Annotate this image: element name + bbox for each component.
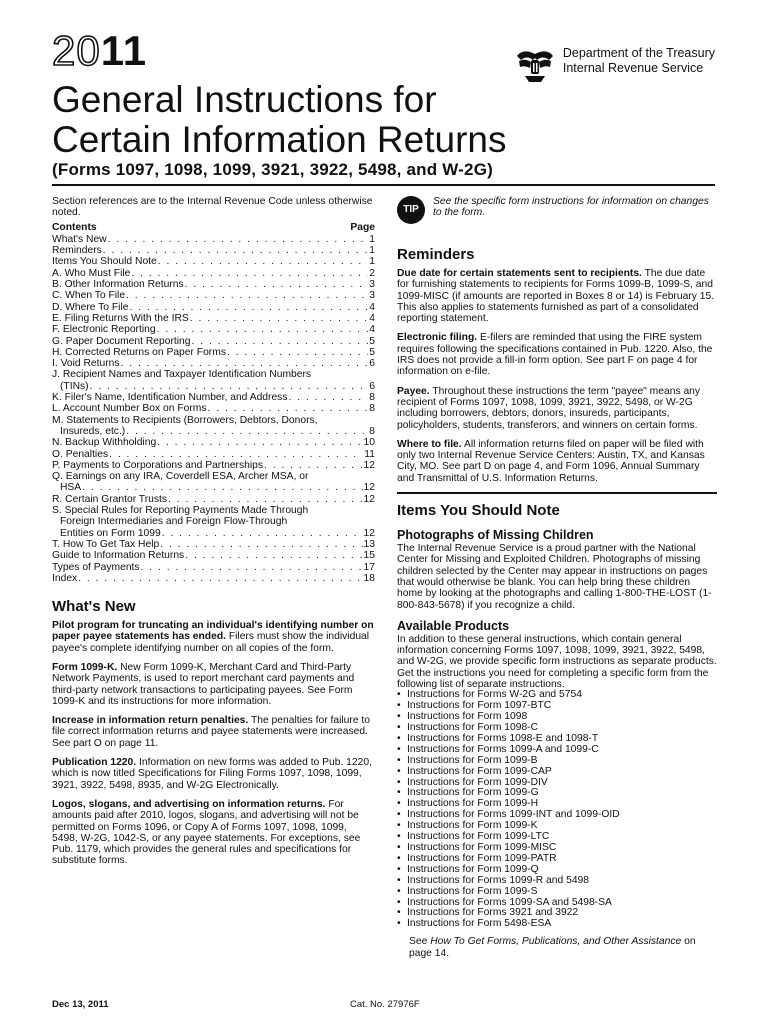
toc-entry-title: G. Paper Document Reporting: [52, 335, 191, 347]
toc-entry-title: F. Electronic Reporting: [52, 324, 156, 336]
toc-entry-page: 18: [363, 572, 375, 584]
reminder-lead: Electronic filing.: [397, 332, 478, 344]
instructions-list-item: • Instructions for Form 1098: [397, 712, 717, 723]
toc-leader: [130, 302, 369, 313]
footer-cat-number: Cat. No. 27976F: [350, 999, 420, 1010]
toc-leader: [141, 562, 363, 573]
right-column: [397, 196, 717, 967]
toc-entry[interactable]: [52, 426, 375, 437]
toc-leader: [157, 437, 362, 448]
toc-entry-title: B. Other Information Returns: [52, 279, 184, 291]
reminder-lead: Due date for certain statements sent to recipients.: [397, 268, 642, 279]
reminder-item: [397, 439, 717, 484]
page-label: Page: [350, 221, 375, 233]
instructions-list-item: • Instructions for Form 1099-K: [397, 821, 717, 832]
toc-entry-title: E. Filing Returns With the IRS: [52, 312, 189, 324]
item-lead: Publication 1220.: [52, 757, 137, 769]
reminder-lead: Where to file.: [397, 438, 462, 450]
toc-leader: [264, 460, 363, 471]
reminder-body: Throughout these instructions the term "payee" means any recipient of Forms 1097, 1098, 1099, 3921, 3922, 5498, or W-2G including borrowers, debtors, donors, insureds, participants, policyholders, students, transferors, and winners on certain forms.: [397, 385, 701, 431]
toc-entry-title: O. Penalties: [52, 448, 109, 460]
whats-new-item: [52, 757, 375, 791]
toc-entry[interactable]: [52, 290, 375, 301]
reminders-section: [397, 268, 717, 484]
year-bold: 11: [100, 27, 148, 74]
toc-entry-line: Foreign Intermediaries and Foreign Flow-Through: [60, 516, 288, 528]
instructions-list-item: • Instructions for Form 1099-S: [397, 887, 717, 898]
toc-entry-page: 8: [369, 425, 375, 437]
toc-entry-title: K. Filer's Name, Identification Number, and Address: [52, 392, 288, 404]
toc-entry[interactable]: [52, 573, 375, 584]
instructions-list-item: • Instructions for Form 1099-MISC: [397, 843, 717, 854]
intro-text: Section references are to the Internal Revenue Code unless otherwise noted.: [52, 196, 373, 219]
toc-entry-page: 12: [363, 527, 375, 539]
reminder-item: [397, 386, 717, 431]
tip-icon: TIP: [397, 196, 425, 224]
toc-leader: [82, 482, 362, 493]
toc-entry[interactable]: [52, 256, 375, 267]
toc-entry-page: 12: [363, 493, 375, 505]
instructions-list-item: • Instructions for Forms 1099-INT and 1099-OID: [397, 810, 717, 821]
toc-entry-page: 17: [363, 561, 375, 573]
toc-entry-page: 4: [369, 301, 375, 313]
toc-entry-title: HSA: [60, 482, 82, 494]
toc-entry-page: 5: [369, 346, 375, 358]
toc-leader: [185, 550, 362, 561]
item-lead: Pilot program for truncating an individual's identifying number on paper payee statements has ended.: [52, 620, 374, 643]
whats-new-item: [52, 662, 375, 707]
toc-entry[interactable]: [52, 268, 375, 279]
title-line-1: General Instructions for: [52, 79, 437, 120]
toc-entry-title: Entities on Form 1099: [60, 527, 161, 539]
item-lead: Form 1099-K.: [52, 661, 118, 673]
toc-entry-title: What's New: [52, 233, 107, 245]
instructions-list-item: • Instructions for Form 1097-BTC: [397, 701, 717, 712]
toc-leader: [168, 494, 363, 505]
document-title: [52, 80, 506, 160]
instructions-list-item: • Instructions for Form 1099-Q: [397, 865, 717, 876]
toc-entry[interactable]: [52, 313, 375, 324]
instructions-list-item: • Instructions for Forms 1098-E and 1098-T: [397, 734, 717, 745]
toc-entry[interactable]: [52, 347, 375, 358]
toc-leader: [160, 539, 362, 550]
toc-entry-title: R. Certain Grantor Trusts: [52, 493, 168, 505]
toc-entry-title: A. Who Must File: [52, 267, 131, 279]
toc-leader: [158, 256, 369, 267]
toc-entry[interactable]: [52, 539, 375, 550]
toc-leader: [126, 426, 368, 437]
instructions-list-item: • Instructions for Form 1098-C: [397, 723, 717, 734]
photos-body: The Internal Revenue Service is a proud partner with the National Center for Missing and Exploited Children. Photographs of missing children selected by the Center may appear in instructions on pages that would otherwise be blank. You can help bring these children home by looking at the photographs and calling 1-800-THE-LOST (1-800-843-5678) if you recognize a child.: [397, 543, 712, 611]
toc-leader: [162, 528, 363, 539]
toc-entry[interactable]: [52, 482, 375, 493]
toc-entry-title: I. Void Returns: [52, 358, 120, 370]
see-prefix: See: [409, 936, 431, 948]
agency-block: [513, 46, 715, 86]
toc-entry-page: 3: [369, 290, 375, 302]
toc-entry[interactable]: [52, 528, 375, 539]
toc-leader: [90, 381, 369, 392]
toc-entry-line: M. Statements to Recipients (Borrowers, Debtors, Donors,: [52, 414, 318, 426]
toc-leader: [109, 449, 363, 460]
reminder-lead: Payee.: [397, 385, 430, 397]
toc-entry-title: H. Corrected Returns on Paper Forms: [52, 346, 226, 358]
toc-entry[interactable]: [52, 449, 375, 460]
toc-entry-title: L. Account Number Box on Forms: [52, 403, 207, 415]
products-heading: Available Products: [397, 618, 510, 633]
section-divider: [397, 492, 717, 494]
footer-date: Dec 13, 2011: [52, 999, 109, 1010]
toc-entry[interactable]: [52, 358, 375, 369]
reminder-item: [397, 268, 717, 324]
toc-entry-page: 12: [363, 482, 375, 494]
toc-entry[interactable]: [52, 302, 375, 313]
toc-entry-title: D. Where To File: [52, 301, 129, 313]
item-lead: Logos, slogans, and advertising on information returns.: [52, 798, 326, 810]
toc-entry-title: C. When To File: [52, 290, 126, 302]
instructions-list-item: • Instructions for Forms W-2G and 5754: [397, 690, 717, 701]
toc-entry-page: 1: [369, 256, 375, 268]
toc-entry-page: 11: [364, 448, 375, 460]
toc-leader: [103, 245, 368, 256]
reminder-body: All information returns filed on paper will be filed with only two Internal Revenue Service Centers: Austin, TX, and Kansas City, MO. See part D on page 4, and Form 1096, Annual Summary and Transmittal of U.S. Information Returns.: [397, 438, 705, 484]
toc-entry-page: 13: [363, 538, 375, 550]
toc-entry-line: J. Recipient Names and Taxpayer Identification Numbers: [52, 369, 312, 381]
item-lead: Increase in information return penalties.: [52, 715, 249, 727]
contents-header: [52, 222, 375, 233]
toc-entry-page: 4: [369, 312, 375, 324]
toc-entry-page: 3: [369, 279, 375, 291]
toc-entry-page: 15: [363, 550, 375, 562]
item-body: For amounts paid after 2010, logos, slogans, and advertising will not be permitted on Forms 1096, or Copy A of Forms 1097, 1098, 1099, 5498, W-2G, 1042-S, or any payee statements. For exceptions, see Pub. 1179, which provides the general rules and specifications for substitute forms.: [52, 798, 361, 867]
toc-leader: [126, 290, 368, 301]
instructions-list-item: • Instructions for Form 5498-ESA: [397, 919, 717, 930]
item-body: Filers must show the individual payee's complete identifying number on all copies of the form.: [52, 631, 370, 654]
tip-text: See the specific form instructions for information on changes to the form.: [433, 196, 709, 219]
item-body: The penalties for failure to file correct information returns and payee statements were increased. See part O on page 11.: [52, 715, 370, 749]
toc-leader: [227, 347, 368, 358]
toc-entry-title: Reminders: [52, 245, 102, 257]
toc-entry[interactable]: [52, 550, 375, 561]
toc-entry-title: N. Backup Withholding: [52, 437, 157, 449]
instructions-list-item: • Instructions for Form 1099-DIV: [397, 778, 717, 789]
toc-entry-title: Items You Should Note: [52, 256, 157, 268]
toc-leader: [288, 392, 368, 403]
toc-entry-line: Q. Earnings on any IRA, Coverdell ESA, Archer MSA, or: [52, 471, 309, 483]
toc-leader: [131, 268, 368, 279]
table-of-contents: [52, 234, 375, 584]
instructions-list-item: • Instructions for Form 1099-CAP: [397, 767, 717, 778]
toc-leader: [108, 234, 369, 245]
whats-new-heading: What's New: [52, 598, 136, 616]
toc-entry-page: 6: [369, 358, 375, 370]
instructions-list-item: • Instructions for Forms 3921 and 3922: [397, 908, 717, 919]
whats-new-item: [52, 799, 375, 867]
left-column: [52, 196, 375, 875]
item-body: New Form 1099-K, Merchant Card and Third-Party Network Payments, is used to report merchant card payments and third-party network transactions to participating payees. See Form 1099-K and its instructions for more information.: [52, 661, 355, 707]
see-italic: How To Get Forms, Publications, and Other Assistance: [430, 936, 682, 948]
toc-entry[interactable]: [52, 381, 375, 392]
toc-leader: [121, 358, 369, 369]
toc-entry-page: 8: [369, 403, 375, 415]
instructions-list-item: • Instructions for Form 1099-LTC: [397, 832, 717, 843]
see-reference: [397, 936, 717, 959]
see-suffix: on page 14.: [409, 936, 696, 959]
toc-entry-title: Guide to Information Returns: [52, 550, 185, 562]
instructions-list: [397, 690, 717, 930]
toc-leader: [208, 403, 369, 414]
toc-entry[interactable]: [52, 392, 375, 403]
reminder-body: E-filers are reminded that using the FIRE system requires following the specifications contained in Pub. 1220. Also, the IRS does not provide a fill-in form option. See part F on page 4 for information on e-file.: [397, 332, 713, 378]
toc-entry-page: 2: [369, 267, 375, 279]
treasury-eagle-logo-icon: [513, 46, 557, 86]
header-divider: [52, 184, 715, 186]
photos-heading: Photographs of Missing Children: [397, 528, 594, 543]
toc-entry-title: Types of Payments: [52, 561, 140, 573]
form-year: [52, 27, 148, 74]
instructions-list-item: • Instructions for Form 1099-G: [397, 788, 717, 799]
title-line-2: Certain Information Returns: [52, 119, 507, 160]
toc-entry-page: 12: [363, 459, 375, 471]
toc-entry-title: P. Payments to Corporations and Partnerships: [52, 459, 264, 471]
whats-new-item: [52, 620, 375, 654]
toc-entry[interactable]: [52, 245, 375, 256]
toc-entry-page: 1: [369, 245, 375, 257]
instructions-list-item: • Instructions for Forms 1099-SA and 5498-SA: [397, 898, 717, 909]
toc-entry-title: Index: [52, 572, 78, 584]
toc-entry[interactable]: [52, 460, 375, 471]
toc-entry[interactable]: [52, 324, 375, 335]
toc-entry[interactable]: [52, 336, 375, 347]
toc-entry-page: 8: [369, 392, 375, 404]
toc-entry-page: 4: [369, 324, 375, 336]
agency-line-2: Internal Revenue Service: [562, 61, 704, 75]
instructions-list-item: • Instructions for Form 1099-H: [397, 799, 717, 810]
toc-entry-page: 6: [369, 380, 375, 392]
year-outline: 20: [52, 27, 101, 74]
toc-entry[interactable]: [52, 234, 375, 245]
toc-entry[interactable]: [52, 562, 375, 573]
toc-entry-page: 10: [363, 437, 375, 449]
toc-entry[interactable]: [52, 494, 375, 505]
toc-entry[interactable]: [52, 279, 375, 290]
reminder-item: [397, 332, 717, 377]
toc-entry[interactable]: [52, 437, 375, 448]
reminders-heading: Reminders: [397, 246, 475, 263]
items-heading: Items You Should Note: [397, 502, 560, 520]
toc-leader: [185, 279, 369, 290]
instructions-list-item: • Instructions for Form 1099-B: [397, 756, 717, 767]
agency-line-1: Department of the Treasury: [562, 46, 715, 60]
toc-leader: [190, 313, 369, 324]
contents-label: Contents: [52, 221, 97, 233]
toc-entry-title: Insureds, etc.): [60, 425, 126, 437]
toc-leader: [192, 336, 369, 347]
item-body: Information on new forms was added to Pub. 1220, which is now titled Specifications for Filing Forms 1097, 1098, 1099, 3921, 3922, 5498, 8935, and W-2G Electronically.: [52, 757, 372, 791]
instructions-list-item: • Instructions for Forms 1099-A and 1099-C: [397, 745, 717, 756]
whats-new-item: [52, 715, 375, 749]
document-subtitle: (Forms 1097, 1098, 1099, 3921, 3922, 5498, and W-2G): [52, 160, 493, 179]
toc-entry-line: S. Special Rules for Reporting Payments Made Through: [52, 505, 309, 517]
reminder-body: The due date for furnishing statements to recipients for Forms 1099-B, 1099-S, and 1099-MISC (if amounts are reported in Boxes 8 or 14) is February 15. This also applies to statements furnished as part of a consolidated reporting statement.: [397, 268, 715, 325]
toc-leader: [78, 573, 362, 584]
products-body: In addition to these general instructions, which contain general information concerning Forms 1097, 1098, 1099, 3921, 3922, 5498, and W-2G, we provide specific form instructions as separate products. Get the instructions you need for completing a specific form from the following list of separate instructions.: [397, 633, 717, 691]
toc-entry-title: (TINs): [60, 380, 89, 392]
toc-entry-page: 1: [369, 233, 375, 245]
toc-entry-title: T. How To Get Tax Help: [52, 538, 160, 550]
tip-box: [397, 196, 717, 224]
toc-leader: [157, 324, 369, 335]
toc-entry[interactable]: [52, 403, 375, 414]
whats-new-section: [52, 620, 375, 867]
toc-entry-page: 5: [369, 335, 375, 347]
instructions-list-item: • Instructions for Form 1099-PATR: [397, 854, 717, 865]
instructions-list-item: • Instructions for Forms 1099-R and 5498: [397, 876, 717, 887]
